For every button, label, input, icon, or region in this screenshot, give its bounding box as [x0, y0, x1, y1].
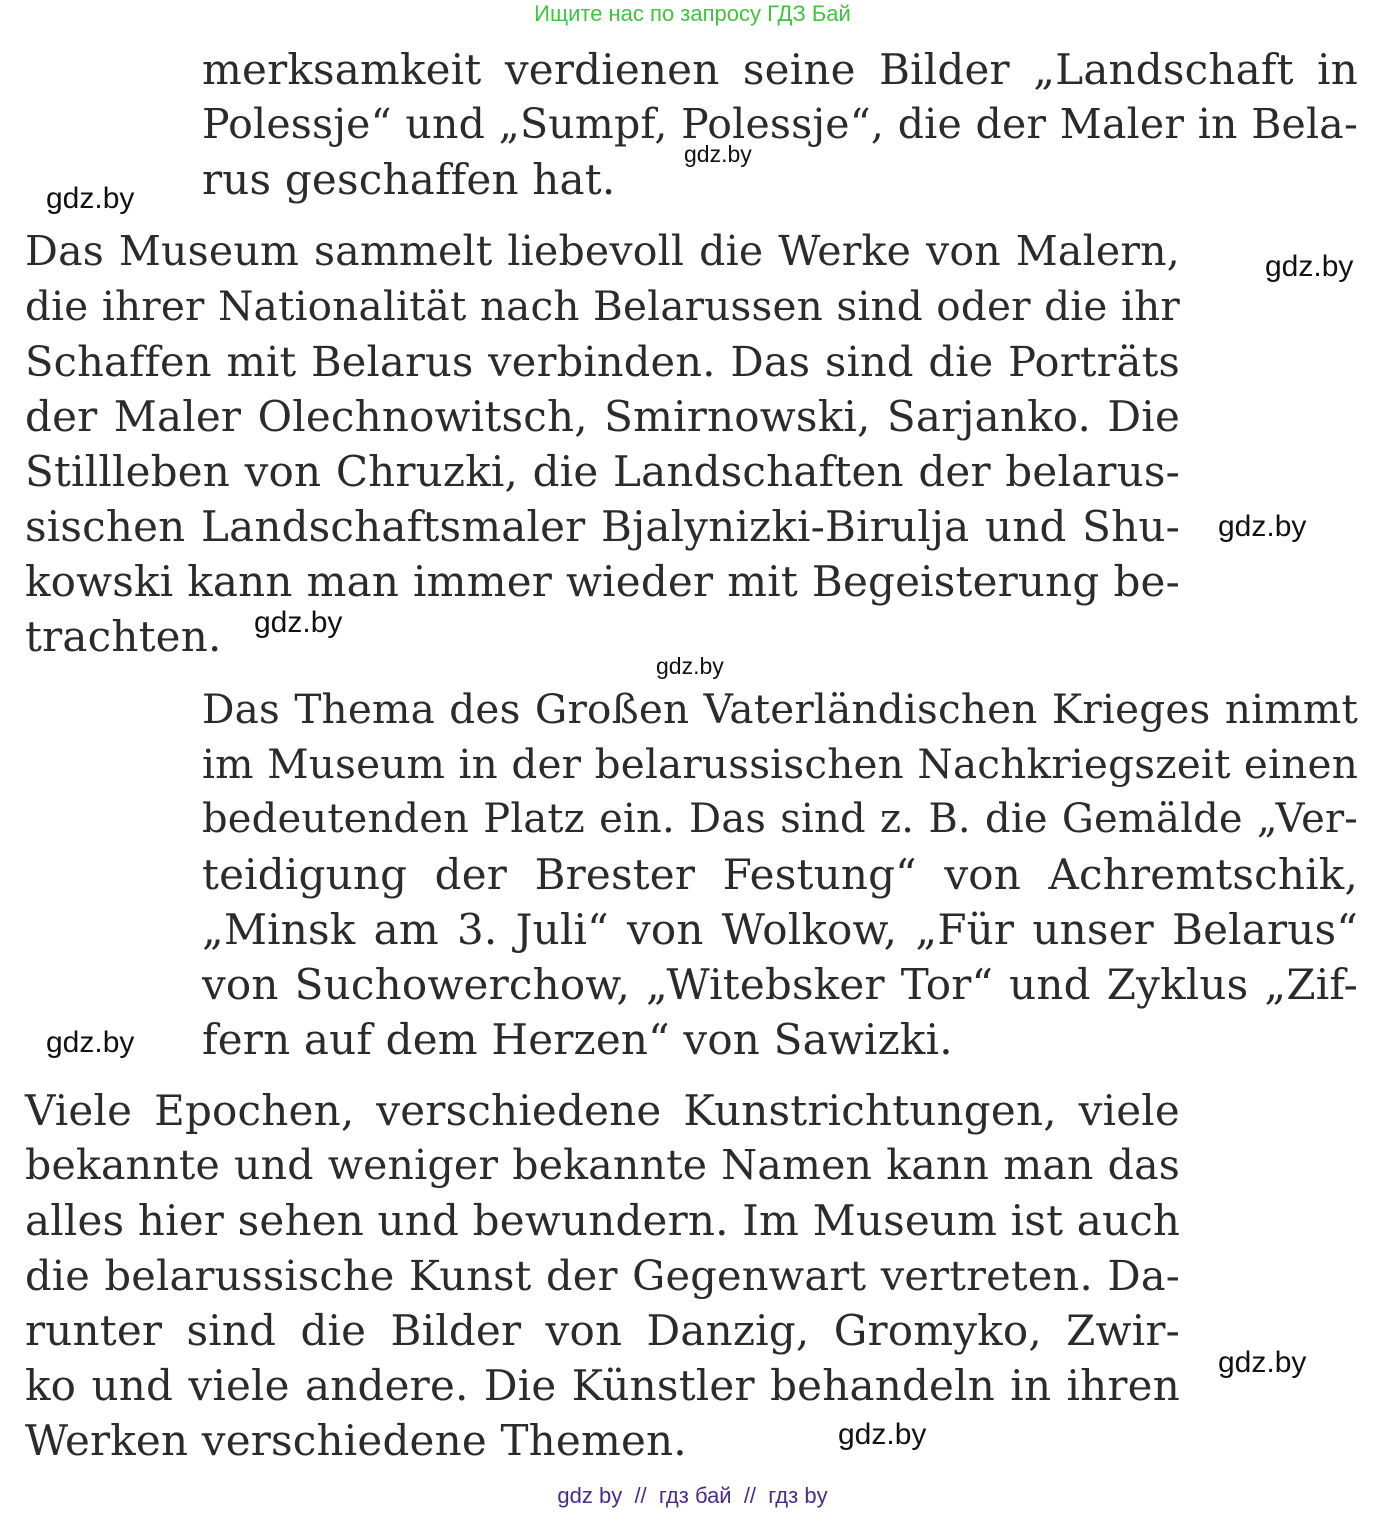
text-line: bekannte und weniger bekannte Namen kann man das — [25, 1141, 1180, 1189]
watermark: gdz.by — [656, 653, 724, 679]
watermark: gdz.by — [254, 606, 343, 639]
watermark: gdz.by — [46, 1026, 135, 1059]
text-line: kowski kann man immer wieder mit Begeisterung be- — [25, 557, 1180, 606]
text-line: sischen Landschaftsmaler Bjalynizki-Birulja und Shu- — [25, 502, 1180, 551]
text-line: Das Museum sammelt liebevoll die Werke von Malern, — [25, 227, 1180, 275]
watermark: gdz.by — [684, 141, 752, 167]
text-line: Stillleben von Chruzki, die Landschaften der belarus- — [25, 447, 1180, 496]
paragraph-3 — [202, 682, 1358, 1067]
watermark: gdz.by — [1265, 250, 1354, 283]
search-hint-banner: Ищите нас по запросу ГДЗ Бай — [534, 1, 851, 26]
watermark: gdz.by — [1218, 1346, 1307, 1379]
paragraph-2 — [25, 224, 1180, 664]
text-line: die ihrer Nationalität nach Belarussen sind oder die ihr — [25, 282, 1180, 330]
text-line: ko und viele andere. Die Künstler behandeln in ihren — [25, 1361, 1180, 1410]
paragraph-4 — [25, 1083, 1180, 1468]
watermark: gdz.by — [1218, 510, 1307, 543]
text-line: Das Thema des Großen Vaterländischen Krieges nimmt — [202, 685, 1358, 733]
text-line: Polessje“ und „Sumpf, Polessje“, die der Maler in Bela- — [202, 100, 1358, 148]
text-line: alles hier sehen und bewundern. Im Museum ist auch — [25, 1196, 1181, 1245]
text-line: die belarussische Kunst der Gegenwart vertreten. Da- — [25, 1251, 1180, 1300]
text-line: „Minsk am 3. Juli“ von Wolkow, „Für unser Belarus“ — [202, 905, 1358, 954]
text-line: runter sind die Bilder von Danzig, Gromyko, Zwir- — [25, 1306, 1180, 1355]
text-line: Viele Epochen, verschiedene Kunstrichtungen, viele — [25, 1086, 1180, 1135]
text-line: von Suchowerchow, „Witebsker Tor“ und Zyklus „Zif- — [202, 960, 1358, 1009]
watermark: gdz.by — [46, 182, 135, 215]
watermark: gdz.by — [838, 1418, 927, 1451]
text-line: bedeutenden Platz ein. Das sind z. B. die Gemälde „Ver- — [202, 796, 1358, 842]
text-line: teidigung der Brester Festung“ von Achremtschik, — [202, 850, 1358, 899]
footer-links: gdz by // гдз бай // гдз by — [557, 1483, 828, 1508]
text-line: trachten. — [25, 612, 222, 661]
text-line: im Museum in der belarussischen Nachkriegszeit einen — [202, 740, 1358, 788]
paragraph-1 — [202, 42, 1358, 207]
text-line: Schaffen mit Belarus verbinden. Das sind die Porträts — [25, 337, 1180, 386]
text-line: merksamkeit verdienen seine Bilder „Landschaft in — [202, 45, 1358, 94]
text-line: fern auf dem Herzen“ von Sawizki. — [202, 1015, 953, 1064]
text-line: der Maler Olechnowitsch, Smirnowski, Sarjanko. Die — [25, 392, 1180, 441]
text-line: rus geschaffen hat. — [202, 155, 616, 204]
text-line: Werken verschiedene Themen. — [25, 1416, 687, 1465]
